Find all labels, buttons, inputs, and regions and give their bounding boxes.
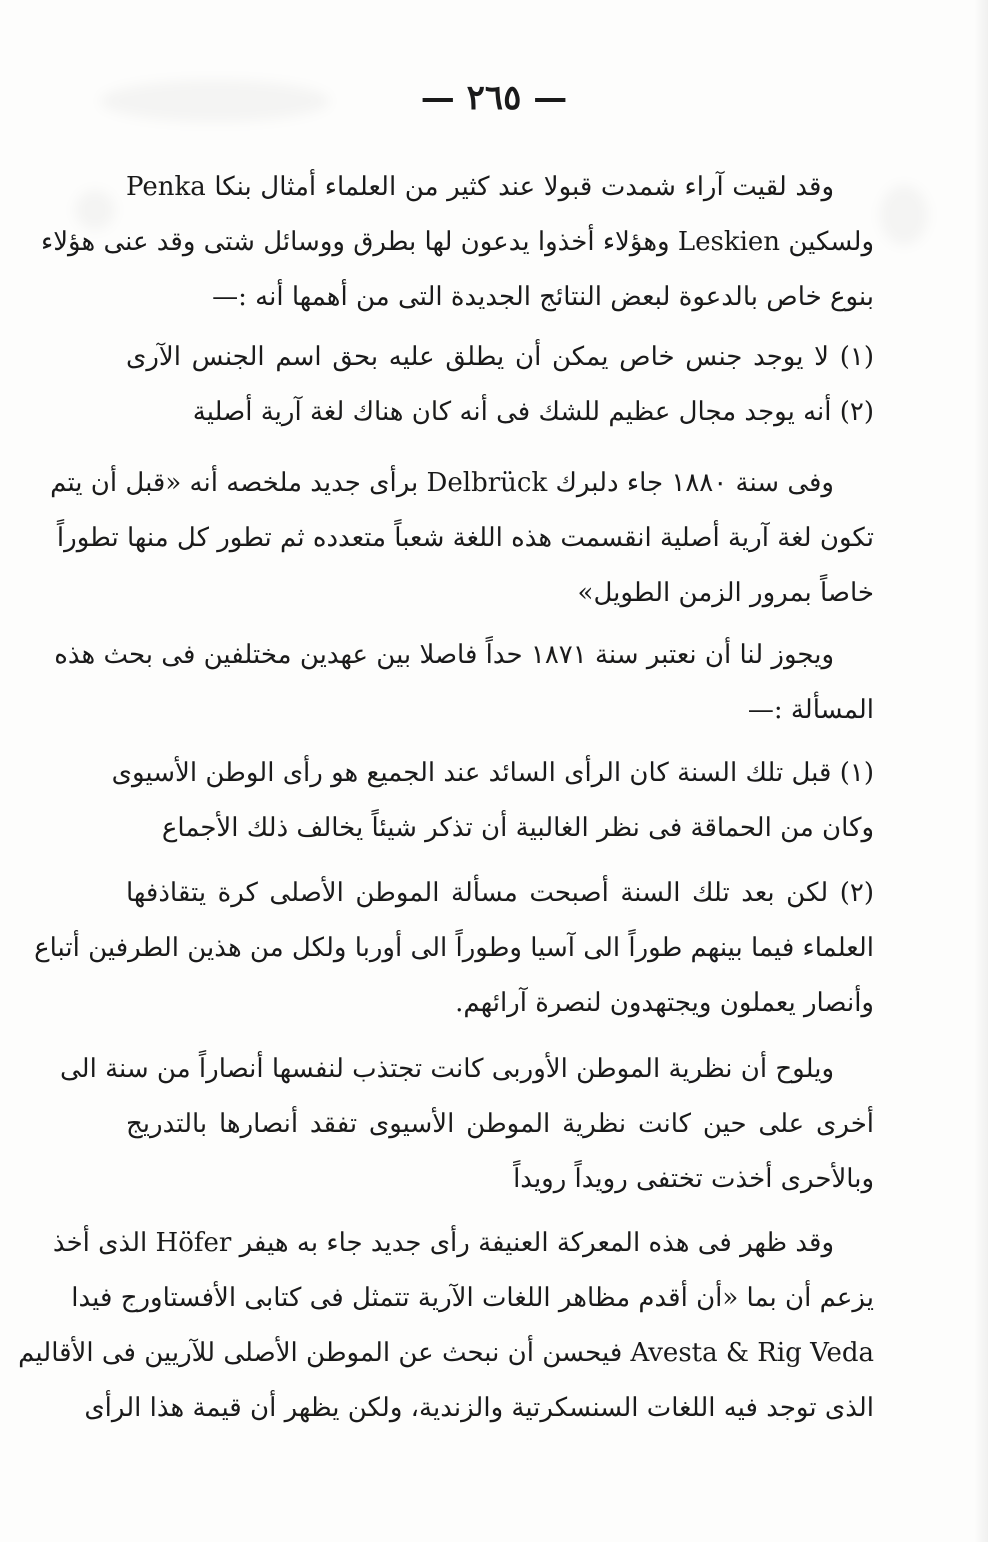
paragraph-p6	[34, 866, 874, 1031]
text-line: يزعم أن بما «أن أقدم مظاهر اللغات الآرية تتمثل فى كتابى الأفستاورج فيدا	[71, 1283, 874, 1313]
paragraph-p4	[54, 628, 874, 738]
text-line: ولسكين Leskien وهؤلاء أخذوا يدعون لها بطرق ووسائل شتى وقد عنى هؤلاء	[40, 227, 874, 257]
paragraph-p1	[40, 160, 874, 325]
page-number: — ٢٦٥ —	[420, 78, 568, 118]
text-line: ويجوز لنا أن نعتبر سنة ١٨٧١ حداً فاصلا بين عهدين مختلفين فى بحث هذه	[54, 640, 834, 670]
paragraph-p2	[126, 330, 874, 440]
paragraph-p3	[50, 456, 874, 621]
text-line: تكون لغة آرية أصلية انقسمت هذه اللغة شعباً متعدده ثم تطور كل منها تطوراً	[56, 523, 874, 553]
text-line: وبالأحرى أخذت تختفى رويداً رويداً	[513, 1164, 874, 1194]
text-line: Avesta & Rig Veda فيحسن أن نبحث عن الموطن الأصلى للآريين فى الأقاليم	[18, 1338, 874, 1368]
text-line: الذى توجد فيه اللغات السنسكرتية والزندية، ولكن يظهر أن قيمة هذا الرأى	[84, 1393, 874, 1423]
text-line: المسألة :—	[747, 695, 874, 725]
text-line: (١) قبل تلك السنة كان الرأى السائد عند الجميع هو رأى الوطن الأسيوى	[111, 758, 874, 788]
text-line: وقد ظهر فى هذه المعركة العنيفة رأى جديد جاء به هيفر Höfer الذى أخذ	[52, 1228, 834, 1258]
paragraph-p7	[60, 1042, 874, 1207]
paragraph-p5	[111, 746, 874, 856]
text-line: ويلوح أن نظرية الموطن الأوربى كانت تجتذب لنفسها أنصاراً من سنة الى	[60, 1054, 834, 1084]
text-line: وأنصار يعملون ويجتهدون لنصرة آرائهم.	[455, 988, 874, 1018]
text-line: (١) لا يوجد جنس خاص يمكن أن يطلق عليه بحق اسم الجنس الآرى	[126, 342, 874, 372]
text-line: بنوع خاص بالدعوة لبعض النتائج الجديدة التى من أهمها أنه :—	[212, 282, 874, 312]
text-line: العلماء فيما بينهم طوراً الى آسيا وطوراً الى أوربا ولكل من هذين الطرفين أتباع	[34, 933, 874, 963]
text-line: أخرى على حين كانت نظرية الموطن الأسيوى تفقد أنصارها بالتدريج	[126, 1109, 874, 1139]
paragraph-p8	[18, 1216, 874, 1436]
paper-smudge	[880, 185, 928, 245]
text-line: وفى سنة ١٨٨٠ جاء دلبرك Delbrück برأى جديد ملخصه أنه «قبل أن يتم	[50, 468, 834, 498]
text-line: وقد لقيت آراء شمدت قبولا عند كثير من العلماء أمثال بنكا Penka	[126, 172, 834, 202]
text-line: خاصاً بمرور الزمن الطويل»	[577, 578, 874, 608]
text-line: (٢) أنه يوجد مجال عظيم للشك فى أنه كان هناك لغة آرية أصلية	[192, 397, 874, 427]
text-line: (٢) لكن بعد تلك السنة أصبحت مسألة الموطن الأصلى كرة يتقاذفها	[126, 878, 874, 908]
text-line: وكان من الحماقة فى نظر الغالبية أن تذكر شيئاً يخالف ذلك الأجماع	[161, 813, 874, 843]
page-edge-shadow	[974, 0, 988, 1542]
